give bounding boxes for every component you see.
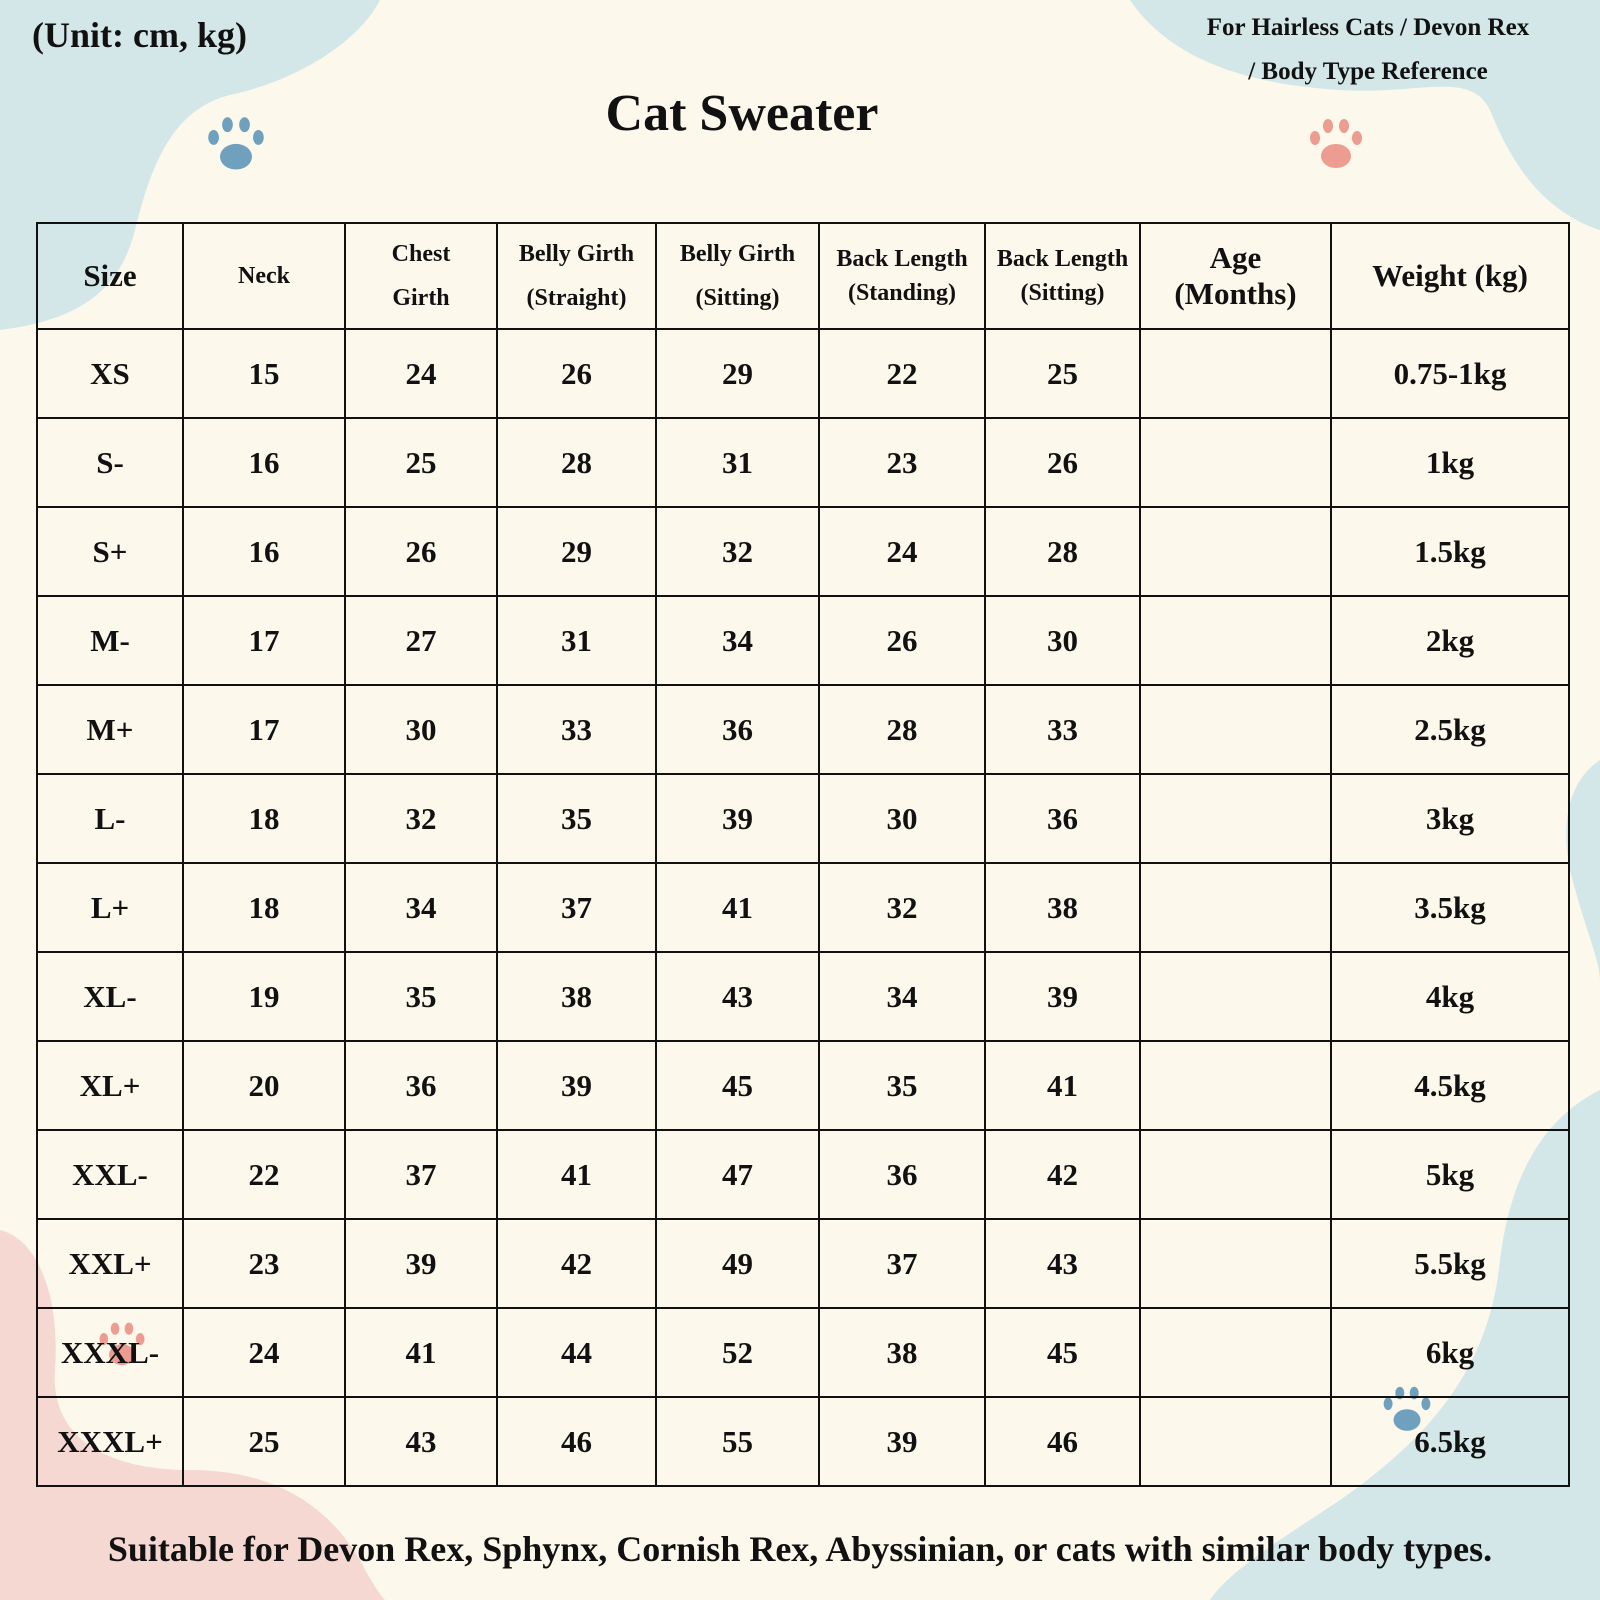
cell-weight: 5.5kg: [1331, 1219, 1569, 1308]
cell-weight: 3.5kg: [1331, 863, 1569, 952]
cell-back-length-standing: 36: [819, 1130, 985, 1219]
cell-size: S+: [37, 507, 183, 596]
cell-chest-girth: 27: [345, 596, 497, 685]
cell-size: XXL-: [37, 1130, 183, 1219]
cell-size: XL+: [37, 1041, 183, 1130]
cell-age-months: [1140, 774, 1331, 863]
cell-belly-girth-sitting: 31: [656, 418, 819, 507]
cell-chest-girth: 39: [345, 1219, 497, 1308]
cell-age-months: [1140, 1130, 1331, 1219]
cell-neck: 16: [183, 507, 345, 596]
header-weight: [1331, 223, 1569, 329]
cell-neck: 17: [183, 596, 345, 685]
cell-belly-girth-straight: 42: [497, 1219, 656, 1308]
cell-back-length-sitting: 42: [985, 1130, 1140, 1219]
cell-back-length-standing: 30: [819, 774, 985, 863]
header-label: Age: [1209, 240, 1262, 275]
cell-back-length-standing: 39: [819, 1397, 985, 1486]
page-title: Cat Sweater: [605, 85, 879, 142]
cell-size: XL-: [37, 952, 183, 1041]
cell-size: M-: [37, 596, 183, 685]
header-label: Size: [83, 258, 137, 293]
cell-back-length-sitting: 25: [985, 329, 1140, 418]
cell-belly-girth-straight: 29: [497, 507, 656, 596]
cell-back-length-standing: 37: [819, 1219, 985, 1308]
cell-belly-girth-straight: 33: [497, 685, 656, 774]
cell-age-months: [1140, 952, 1331, 1041]
cell-neck: 15: [183, 329, 345, 418]
cell-back-length-standing: 28: [819, 685, 985, 774]
table-row: [37, 952, 1569, 1041]
table-row: [37, 1308, 1569, 1397]
cell-belly-girth-sitting: 39: [656, 774, 819, 863]
body-type-note-line1: For Hairless Cats / Devon Rex: [1206, 14, 1530, 41]
header-back-length-sitting: [985, 223, 1140, 329]
cell-back-length-sitting: 26: [985, 418, 1140, 507]
table-row: [37, 1130, 1569, 1219]
cell-neck: 23: [183, 1219, 345, 1308]
cell-belly-girth-straight: 39: [497, 1041, 656, 1130]
cell-weight: 5kg: [1331, 1130, 1569, 1219]
cell-size: XXXL-: [37, 1308, 183, 1397]
cell-belly-girth-straight: 26: [497, 329, 656, 418]
blob-right-middle: [1566, 760, 1600, 980]
body-type-note: [1158, 6, 1578, 94]
header-label: Weight (kg): [1372, 258, 1528, 293]
header-label: Girth: [392, 285, 450, 311]
cell-age-months: [1140, 329, 1331, 418]
cell-back-length-standing: 38: [819, 1308, 985, 1397]
cell-belly-girth-sitting: 49: [656, 1219, 819, 1308]
cell-weight: 0.75-1kg: [1331, 329, 1569, 418]
cell-belly-girth-sitting: 29: [656, 329, 819, 418]
unit-note: (Unit: cm, kg): [32, 15, 247, 55]
cell-neck: 18: [183, 774, 345, 863]
header-label: (Sitting): [695, 285, 780, 311]
cell-weight: 6kg: [1331, 1308, 1569, 1397]
cell-back-length-standing: 23: [819, 418, 985, 507]
cell-size: M+: [37, 685, 183, 774]
cell-chest-girth: 24: [345, 329, 497, 418]
header-label: (Sitting): [1020, 280, 1105, 306]
header-label: Back Length: [996, 246, 1129, 272]
cell-chest-girth: 43: [345, 1397, 497, 1486]
cell-back-length-standing: 26: [819, 596, 985, 685]
cell-belly-girth-straight: 35: [497, 774, 656, 863]
cell-neck: 20: [183, 1041, 345, 1130]
cell-neck: 24: [183, 1308, 345, 1397]
cell-back-length-sitting: 39: [985, 952, 1140, 1041]
cell-back-length-sitting: 45: [985, 1308, 1140, 1397]
cell-size: L-: [37, 774, 183, 863]
cell-neck: 17: [183, 685, 345, 774]
cell-age-months: [1140, 1219, 1331, 1308]
header-size: [37, 223, 183, 329]
cell-age-months: [1140, 418, 1331, 507]
cell-size: XXL+: [37, 1219, 183, 1308]
table-row: [37, 1397, 1569, 1486]
cell-age-months: [1140, 1397, 1331, 1486]
table-row: [37, 685, 1569, 774]
cell-age-months: [1140, 863, 1331, 952]
cell-back-length-standing: 24: [819, 507, 985, 596]
cell-back-length-sitting: 41: [985, 1041, 1140, 1130]
cell-neck: 22: [183, 1130, 345, 1219]
cell-belly-girth-straight: 41: [497, 1130, 656, 1219]
header-neck: [183, 223, 345, 329]
table-row: [37, 774, 1569, 863]
header-belly-girth-sitting: [656, 223, 819, 329]
cell-age-months: [1140, 1308, 1331, 1397]
body-type-note-line2: / Body Type Reference: [1248, 58, 1488, 85]
cell-size: XS: [37, 329, 183, 418]
cell-belly-girth-straight: 31: [497, 596, 656, 685]
header-label: Belly Girth: [518, 241, 635, 267]
cell-belly-girth-sitting: 45: [656, 1041, 819, 1130]
cell-chest-girth: 41: [345, 1308, 497, 1397]
cell-weight: 1kg: [1331, 418, 1569, 507]
cell-chest-girth: 34: [345, 863, 497, 952]
cell-size: S-: [37, 418, 183, 507]
size-chart-table: [36, 222, 1570, 1487]
header-label: Belly Girth: [679, 241, 796, 267]
header-age-months: [1140, 223, 1331, 329]
cell-chest-girth: 30: [345, 685, 497, 774]
table-row: [37, 596, 1569, 685]
cell-back-length-sitting: 36: [985, 774, 1140, 863]
cell-weight: 1.5kg: [1331, 507, 1569, 596]
cell-belly-girth-sitting: 34: [656, 596, 819, 685]
cell-belly-girth-straight: 38: [497, 952, 656, 1041]
cell-back-length-sitting: 43: [985, 1219, 1140, 1308]
cell-belly-girth-sitting: 41: [656, 863, 819, 952]
cell-chest-girth: 35: [345, 952, 497, 1041]
cell-back-length-sitting: 28: [985, 507, 1140, 596]
header-label: (Standing): [847, 280, 957, 306]
cell-belly-girth-sitting: 36: [656, 685, 819, 774]
cell-chest-girth: 37: [345, 1130, 497, 1219]
cell-back-length-sitting: 30: [985, 596, 1140, 685]
cell-back-length-sitting: 46: [985, 1397, 1140, 1486]
header-belly-girth-straight: [497, 223, 656, 329]
table-row: [37, 507, 1569, 596]
cell-chest-girth: 26: [345, 507, 497, 596]
cell-belly-girth-sitting: 43: [656, 952, 819, 1041]
cell-weight: 6.5kg: [1331, 1397, 1569, 1486]
table-row: [37, 1041, 1569, 1130]
cell-back-length-sitting: 33: [985, 685, 1140, 774]
cell-weight: 3kg: [1331, 774, 1569, 863]
cell-age-months: [1140, 507, 1331, 596]
cell-weight: 2.5kg: [1331, 685, 1569, 774]
header-label: (Months): [1174, 276, 1297, 311]
cell-chest-girth: 32: [345, 774, 497, 863]
cell-belly-girth-sitting: 47: [656, 1130, 819, 1219]
cell-belly-girth-straight: 37: [497, 863, 656, 952]
cell-belly-girth-sitting: 32: [656, 507, 819, 596]
table-row: [37, 863, 1569, 952]
header-label: Back Length: [836, 246, 968, 272]
cell-back-length-standing: 32: [819, 863, 985, 952]
cell-belly-girth-straight: 44: [497, 1308, 656, 1397]
cell-belly-girth-sitting: 55: [656, 1397, 819, 1486]
cell-back-length-standing: 35: [819, 1041, 985, 1130]
cell-weight: 4.5kg: [1331, 1041, 1569, 1130]
cell-size: XXXL+: [37, 1397, 183, 1486]
table-body: [37, 329, 1569, 1486]
cell-neck: 25: [183, 1397, 345, 1486]
header-label: Neck: [238, 263, 290, 289]
table-header-row: [37, 223, 1569, 329]
cell-neck: 18: [183, 863, 345, 952]
cell-age-months: [1140, 596, 1331, 685]
cell-back-length-sitting: 38: [985, 863, 1140, 952]
cell-weight: 4kg: [1331, 952, 1569, 1041]
table-row: [37, 329, 1569, 418]
cell-size: L+: [37, 863, 183, 952]
header-chest-girth: [345, 223, 497, 329]
cell-neck: 19: [183, 952, 345, 1041]
cell-back-length-standing: 22: [819, 329, 985, 418]
header-label: (Straight): [526, 285, 627, 311]
header-back-length-standing: [819, 223, 985, 329]
cell-belly-girth-straight: 46: [497, 1397, 656, 1486]
cell-age-months: [1140, 685, 1331, 774]
cell-neck: 16: [183, 418, 345, 507]
cell-age-months: [1140, 1041, 1331, 1130]
table-row: [37, 418, 1569, 507]
table-row: [37, 1219, 1569, 1308]
cell-belly-girth-sitting: 52: [656, 1308, 819, 1397]
footer-note: Suitable for Devon Rex, Sphynx, Cornish Rex, Abyssinian, or cats with similar body types.: [107, 1529, 1493, 1569]
cell-chest-girth: 36: [345, 1041, 497, 1130]
cell-back-length-standing: 34: [819, 952, 985, 1041]
header-label: Chest: [391, 241, 451, 267]
cell-chest-girth: 25: [345, 418, 497, 507]
cell-weight: 2kg: [1331, 596, 1569, 685]
cell-belly-girth-straight: 28: [497, 418, 656, 507]
